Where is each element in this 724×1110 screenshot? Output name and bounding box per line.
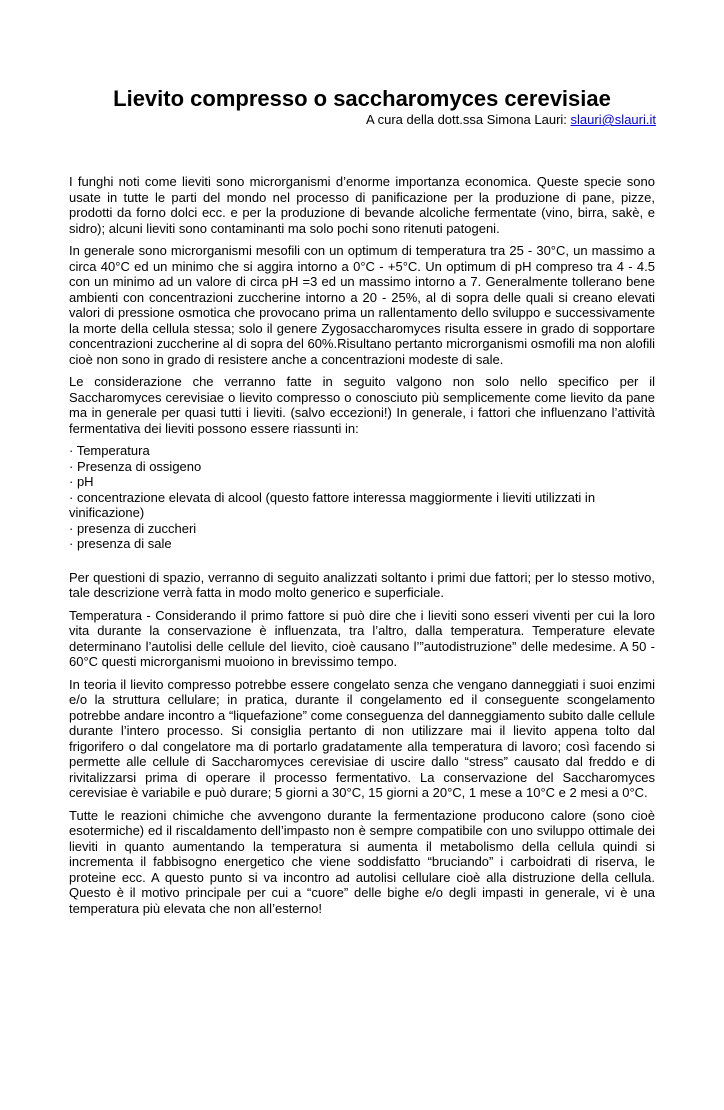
document-title: Lievito compresso o saccharomyces cerevisiae — [113, 86, 611, 111]
paragraph-reactions: Tutte le reazioni chimiche che avvengono durante la fermentazione producono calore (sono cioè esotermiche) ed il riscaldamento dell’impasto non è sempre compatibile con uno sviluppo ottimale dei lieviti in quanto aumentando la temperatura si aumenta il metabolismo della cellula quindi si incrementa il fabbisogno energetico che viene soddisfatto “bruciando” i carboidrati di riserva, le proteine ecc. A questo punto si va incontro ad autolisi cellulare cioè alla distruzione della cellula. Questo è il motivo principale per cui a “cuore” delle bighe e/o degli impasti in generale, vi è una temperatura più elevata che non all’esterno! — [69, 807, 655, 916]
author-name: A cura della dott.ssa Simona Lauri: — [366, 112, 571, 127]
list-item: · Temperatura — [69, 443, 150, 458]
document-page — [0, 86, 724, 1110]
paragraph-intro: I funghi noti come lieviti sono microrganismi d’enorme importanza economica. Queste specie sono usate in tutte le parti del mondo nel processo di panificazione per la produzione di pane, pizze, prodotti da forno dolci ecc. e per la produzione di bevande alcoliche fermentate (vino, birra, sakè, e sidro); alcuni lieviti sono contaminanti ma solo pochi sono ritenuti patogeni. — [69, 174, 655, 236]
list-item: · presenza di zuccheri — [69, 520, 197, 536]
paragraph-temperature: Temperatura - Considerando il primo fattore si può dire che i lieviti sono esseri viventi per cui la loro vita durante la conservazione è influenzata, tra l’altro, dalla temperatura. Temperature elevate determinano l’autolisi delle cellule del lievito, cioè causano l’”autodistruzione” delle medesime. A 50 - 60°C questi microrganismi muoiono in brevissimo tempo. — [69, 607, 655, 669]
list-item: · Presenza di ossigeno — [69, 458, 202, 474]
paragraph-scope: Per questioni di spazio, verranno di seguito analizzati soltanto i primi due fattori; per lo stesso motivo, tale descrizione verrà fatta in modo molto generico e superficiale. — [69, 569, 655, 600]
paragraph-mesophiles: In generale sono microrganismi mesofili con un optimum di temperatura tra 25 - 30°C, un massimo a circa 40°C ed un minimo che si aggira intorno a 0°C - +5°C. Un optimum di pH compreso tra 4 - 4.5 con un minimo ad un valore di circa pH =3 ed un massimo intorno a 7. Generalmente tollerano bene ambienti con concentrazioni zuccherine intorno a 20 - 25%, al di sopra delle quali si creano elevati valori di pressione osmotica che provocano prima un rallentamento dello sviluppo e successivamente la morte della cellula stessa; solo il genere Zygosaccharomyces risulta essere in grado di sopportare concentrazioni zuccherine al di sopra del 60%.Risultano pertanto microrganismi osmofili ma non alofili cioè non sono in grado di resistere anche a concentrazioni modeste di sale. — [69, 243, 656, 367]
author-email-link[interactable]: slauri@slauri.it — [570, 112, 656, 127]
list-item: · pH — [69, 474, 94, 489]
factors-list — [69, 443, 655, 552]
list-item: · presenza di sale — [69, 536, 172, 551]
document-body — [69, 174, 655, 916]
list-item: · concentrazione elevata di alcool (questo fattore interessa maggiormente i lieviti utilizzati in vinificazione) — [69, 489, 596, 520]
paragraph-freezing: In teoria il lievito compresso potrebbe essere congelato senza che vengano danneggiati i suoi enzimi e/o la struttura cellulare; in pratica, durante il congelamento ed il conseguente scongelamento potrebbe andare incontro a “liquefazione” come conseguenza del danneggiamento subito dalle cellule durante l’intero processo. Si consiglia pertanto di non utilizzare mai il lievito appena tolto dal frigorifero o dal congelatore ma di portarlo gradatamente alla temperatura di lavoro; così facendo si permette alle cellule di Saccharomyces cerevisiae di uscire dallo “stress” causato dal freddo e di rivitalizzarsi prima di operare il processo fermentativo. La conservazione del Saccharomyces cerevisiae è variabile e può durare; 5 giorni a 30°C, 15 giorni a 20°C, 1 mese a 10°C e 2 mesi a 0°C. — [69, 676, 655, 800]
paragraph-considerations: Le considerazione che verranno fatte in seguito valgono non solo nello specifico per il Saccharomyces cerevisiae o lievito compresso o conosciuto più semplicemente come lievito da pane ma in generale per quasi tutti i lieviti. (salvo eccezioni!) In generale, i fattori che influenzano l’attività fermentativa dei lieviti possono essere riassunti in: — [69, 374, 655, 436]
author-line — [69, 112, 656, 128]
